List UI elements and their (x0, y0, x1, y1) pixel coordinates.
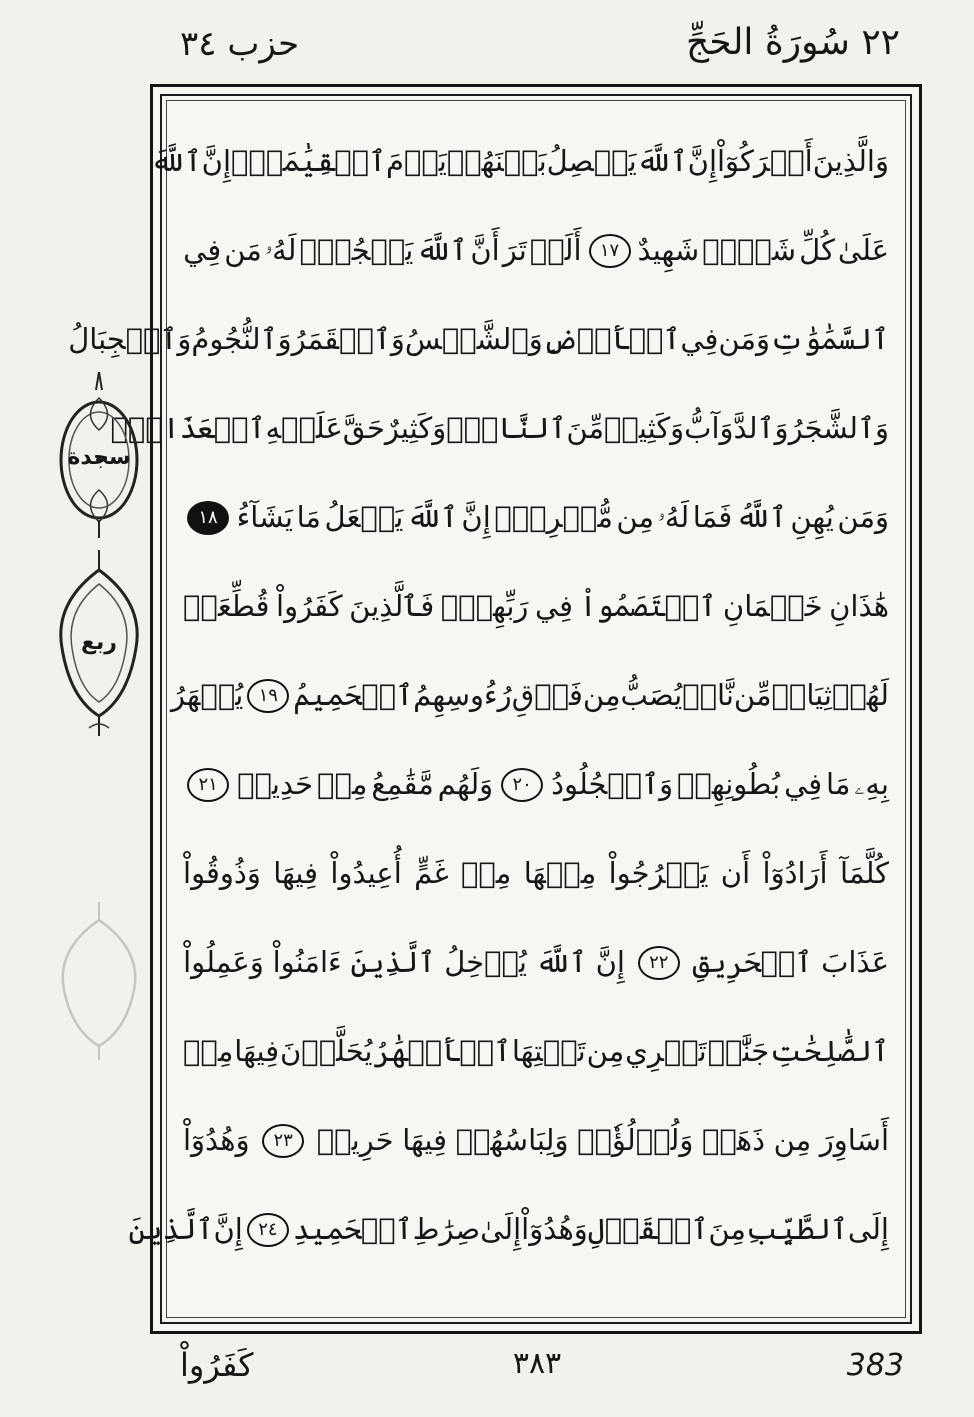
word: مِنۡ (317, 767, 368, 802)
word: مَا (296, 500, 321, 535)
word: نَّارٖ (682, 678, 734, 713)
word: مِن (616, 500, 655, 535)
word: فَوۡقِ (511, 678, 583, 713)
word: إِنَّ (213, 1212, 243, 1247)
word: ٱللَّهُ (735, 500, 787, 535)
word: ٱلۡعَذَابُۗ (110, 411, 266, 446)
page-header (150, 18, 924, 80)
word: يُحَلَّوۡنَ (280, 1034, 373, 1069)
word: صِرَٰطِ (412, 1212, 481, 1247)
word: أَنَّ (470, 233, 500, 268)
ayah-number-marker: ٢٤ (247, 1213, 289, 1247)
word: وَٱلۡجِبَالُ (68, 322, 192, 357)
word: ٱللَّهَ (150, 144, 202, 179)
word: إِنَّ (687, 144, 717, 179)
surah-title: ٢٢ سُورَةُ الحَجِّ (685, 22, 900, 63)
word: مَا (826, 767, 851, 802)
ayah-number-marker: ١٨ (187, 501, 229, 535)
word: يَوۡمَ (386, 144, 447, 179)
rub-label: ربع (81, 630, 117, 655)
word: مِّنَ (566, 411, 605, 446)
word: وَهُدُوٓاْ (183, 1123, 250, 1158)
word: أَشۡرَكُوٓاْ (717, 144, 813, 179)
word: وَلُؤۡلُؤٗاۖ (577, 1123, 694, 1158)
ayah-number-marker: ٢٠ (501, 768, 543, 802)
word: إِنَّ (461, 500, 491, 535)
word: وَالَّذِينَ (812, 144, 889, 179)
word: حَرِيرٞ (316, 1123, 394, 1158)
word: وَكَثِيرٌ (384, 411, 447, 446)
word: مِنَ (708, 1212, 746, 1247)
ayah-number-marker: ١٩ (247, 679, 289, 713)
word: ٱلۡأَنۡهَٰرُ (373, 1034, 511, 1069)
word: وَلَهُم (437, 767, 494, 802)
word: ٱلۡقِيَٰمَةِۚ (231, 144, 386, 179)
word: مَن (224, 233, 262, 268)
word: يَفۡصِلُ (546, 144, 637, 179)
word: ٱلطَّيِّبِ (745, 1212, 848, 1247)
word: يَسۡجُدُۤ (299, 233, 414, 268)
text-line (183, 829, 889, 918)
text-line (171, 651, 889, 740)
word: مَّقَٰمِعُ (371, 767, 434, 802)
word: فَمَا (692, 500, 733, 535)
word: ٱلۡحَمِيدِ (292, 1212, 413, 1247)
text-line (183, 473, 889, 562)
ayah-number-marker: ٢٣ (262, 1124, 304, 1158)
word: يُصۡهَرُ (171, 678, 244, 713)
text-line (183, 1096, 889, 1185)
word: مِنۡهَا (523, 856, 597, 891)
word: ٱلَّذِينَ (128, 1212, 214, 1247)
word: تَرَ (502, 233, 527, 268)
word: أُعِيدُواْ (330, 856, 402, 891)
word: شَهِيدٌ (637, 233, 700, 268)
word: وَٱلشَّجَرُ (788, 411, 889, 446)
word: وَٱلنُّجُومُ (191, 322, 292, 357)
word: حَقَّ (342, 411, 385, 446)
word: وَمَن (718, 322, 771, 357)
word: وَلِبَاسُهُمۡ (455, 1123, 569, 1158)
word: إِنَّ (201, 144, 232, 179)
word: عَلَىٰ (837, 233, 889, 268)
word: خَصۡمَانِ (722, 589, 823, 624)
faded-medallion-icon (54, 900, 144, 1060)
text-line (110, 384, 889, 473)
word: وَٱلشَّمۡسُ (404, 322, 543, 357)
word: يَشَآءُ (236, 500, 294, 535)
word: فِيهَا (402, 1123, 448, 1158)
word: تَجۡرِي (625, 1034, 707, 1069)
word: ثِيَابٞ (771, 678, 832, 713)
word: رَبِّهِمۡۖ (440, 589, 529, 624)
word: هَٰذَانِ (829, 589, 889, 624)
word: جَنَّٰتٖ (707, 1034, 770, 1069)
word: أَن (720, 856, 751, 891)
text-line (150, 117, 889, 206)
text-line (183, 1007, 889, 1096)
word: وَذُوقُواْ (183, 856, 261, 891)
word: ٱلۡقَوۡلِ (587, 1212, 709, 1247)
word: قُطِّعَتۡ (183, 589, 270, 624)
word: إِنَّ (595, 945, 625, 980)
word: ءَامَنُواْ (272, 945, 342, 980)
word: بَيۡنَهُمۡ (446, 144, 547, 179)
word: ٱللَّهَ (535, 945, 587, 980)
word: ٱللَّهَ (406, 500, 458, 535)
catchword: كَفَرُواْ (180, 1346, 254, 1384)
word: مِن (586, 1034, 625, 1069)
word: إِلَى (847, 1212, 889, 1247)
word: لَهُمۡ (831, 678, 889, 713)
word: تَحۡتِهَا (511, 1034, 586, 1069)
word: ٱلنَّاسِۖ (446, 411, 567, 446)
faded-ornament (54, 900, 144, 1060)
word: مِّن (733, 678, 772, 713)
word: وَٱلۡجُلُودُ (551, 767, 674, 802)
word: فِي (183, 233, 222, 268)
word: يُهِنِ (790, 500, 834, 535)
word: أَرَادُوٓاْ (762, 856, 828, 891)
word: لَهُۥ (264, 233, 297, 268)
word: مُّكۡرِمٍۚ (494, 500, 613, 535)
page-footer (150, 1340, 924, 1400)
word: غَمٍّ (414, 856, 449, 891)
word: عَلَيۡهِ (265, 411, 343, 446)
word: كُلِّ (799, 233, 835, 268)
word: بِهِۦ (854, 767, 889, 802)
word: وَٱلدَّوَآبُّ (684, 411, 789, 446)
word: لَهُۥ (657, 500, 690, 535)
hizb-label: حزب ٣٤ (180, 24, 300, 64)
word: فَٱلَّذِينَ (349, 589, 435, 624)
word: ٱلۡحَرِيقِ (692, 945, 813, 980)
ayah-number-marker: ٢٢ (638, 946, 680, 980)
word: ٱلسَّمَٰوَٰتِ (770, 322, 889, 357)
word: بُطُونِهِمۡ (677, 767, 781, 802)
word: فِي (680, 322, 719, 357)
word: ٱللَّهَ (636, 144, 688, 179)
word: شَيۡءٖ (702, 233, 797, 268)
ayah-number-marker: ٢١ (187, 768, 229, 802)
word: مِن (773, 1123, 812, 1158)
text-line (183, 206, 889, 295)
word: كَفَرُواْ (276, 589, 343, 624)
text-line (68, 295, 889, 384)
page-number-latin: 383 (846, 1348, 904, 1383)
word: وَٱلۡقَمَرُ (291, 322, 405, 357)
word: ٱلۡأَرۡضِ (542, 322, 681, 357)
word: مِنۡ (183, 1034, 234, 1069)
word: يَخۡرُجُواْ (608, 856, 709, 891)
word: ٱلَّذِينَ (350, 945, 436, 980)
word: مِن (582, 678, 621, 713)
word: مِنۡ (460, 856, 512, 891)
word: أَسَاوِرَ (819, 1123, 889, 1158)
word: يُصَبُّ (620, 678, 683, 713)
word: حَدِيدٖ (237, 767, 314, 802)
word: ٱخۡتَصَمُواْ (579, 589, 717, 624)
text-line (183, 918, 889, 1007)
word: فِي (784, 767, 823, 802)
word: يُدۡخِلُ (444, 945, 527, 980)
word: ٱللَّهَ (416, 233, 468, 268)
word: فِيهَا (273, 856, 319, 891)
word: يَفۡعَلُ (324, 500, 404, 535)
word: فِي (534, 589, 574, 624)
word: ٱلصَّٰلِحَٰتِ (770, 1034, 889, 1069)
word: فِيهَا (234, 1034, 280, 1069)
text-line (183, 562, 889, 651)
word: ٱلۡحَمِيمُ (293, 678, 414, 713)
ayah-number-marker: ١٧ (589, 234, 631, 268)
word: عَذَابَ (821, 945, 889, 980)
word: كُلَّمَآ (839, 856, 889, 891)
text-line (128, 1185, 889, 1274)
word: وَهُدُوٓاْ (521, 1212, 588, 1247)
word: إِلَىٰ (480, 1212, 522, 1247)
sajda-label: سجدة (67, 445, 131, 470)
rub-ornament (54, 548, 144, 738)
text-line (183, 740, 889, 829)
sajda-ornament (54, 370, 144, 540)
word: رُءُوسِهِمُ (413, 678, 512, 713)
word: ذَهَبٖ (701, 1123, 765, 1158)
word: وَمَن (837, 500, 889, 535)
page-number-arabic: ٣٨٣ (512, 1346, 562, 1381)
word: وَعَمِلُواْ (183, 945, 264, 980)
word: وَكَثِيرٞ (604, 411, 685, 446)
word: أَلَمۡ (529, 233, 582, 268)
